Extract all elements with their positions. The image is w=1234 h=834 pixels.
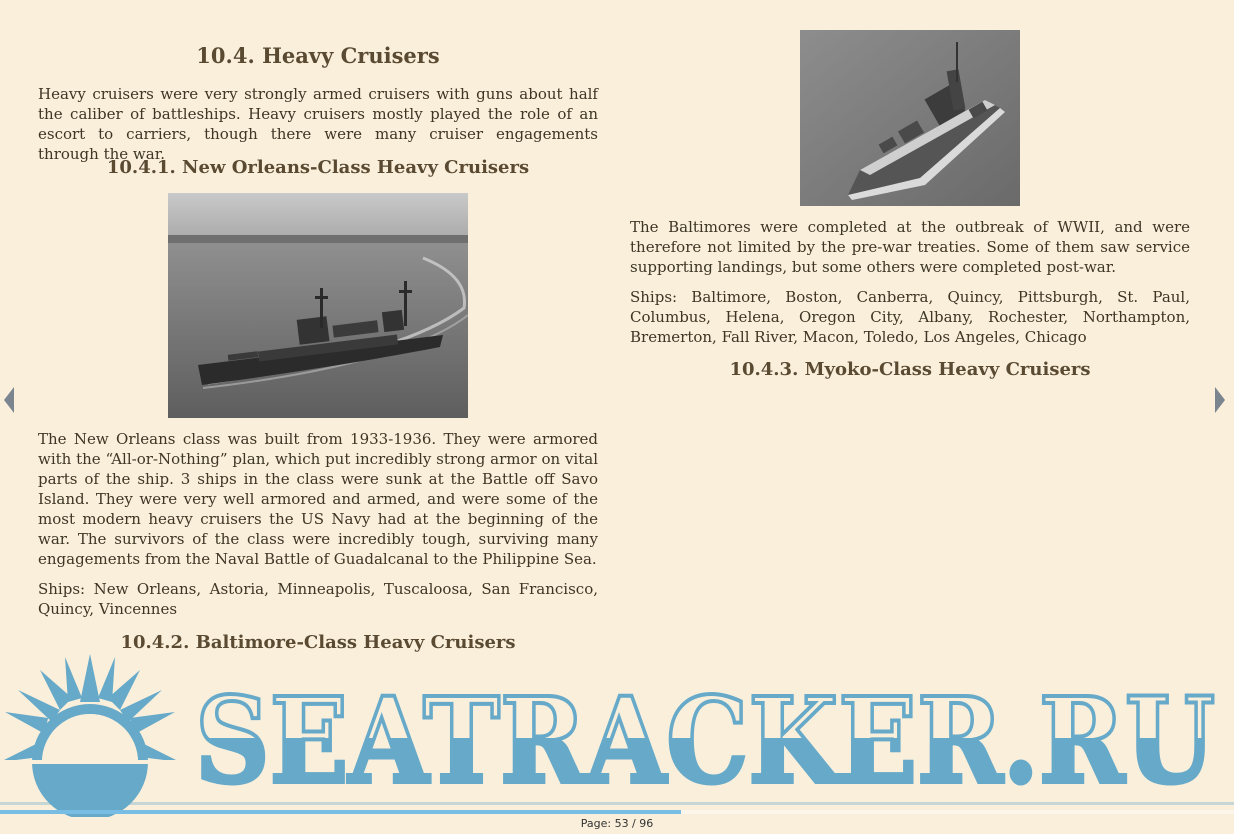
baltimore-ships-list: Ships: Baltimore, Boston, Canberra, Quincy, Pittsburgh, St. Paul, Columbus, Helena, Oregon City, Albany, Rochester, Northampton, Bremerton, Fall River, Macon, Toledo, Los Angeles, Chicago	[630, 288, 1190, 346]
heavy-cruisers-intro: Heavy cruisers were very strongly armed cruisers with guns about half the caliber of battleships. Heavy cruisers mostly played the role of an escort to carriers, though there were many cruiser engagements through the war.	[38, 85, 598, 163]
page-indicator: Page: 53 / 96	[580, 817, 654, 830]
new-orleans-ships-list: Ships: New Orleans, Astoria, Minneapolis, Tuscaloosa, San Francisco, Quincy, Vincennes	[38, 580, 598, 618]
new-orleans-cruiser-photo	[168, 193, 468, 418]
sun-logo-icon	[0, 654, 190, 817]
watermark-text: SEATRACKER.RU	[195, 671, 1215, 810]
page-progress-bar	[0, 810, 1234, 814]
subsection-heading-myoko: 10.4.3. Myoko-Class Heavy Cruisers	[729, 359, 1091, 380]
prev-page-chevron-left-icon[interactable]	[4, 387, 14, 413]
baltimore-description: The Baltimores were completed at the outbreak of WWII, and were therefore not limited by the pre-war treaties. Some of them saw service supporting landings, but some others were completed post-war.	[630, 218, 1190, 276]
seatracker-watermark	[0, 652, 1234, 817]
subsection-heading-new-orleans: 10.4.1. New Orleans-Class Heavy Cruisers	[106, 157, 530, 178]
new-orleans-description: The New Orleans class was built from 1933-1936. They were armored with the “All-or-Nothing” plan, which put incredibly strong armor on vital parts of the ship. 3 ships in the class were sunk at the Battle off Savo Island. They were very well armored and armed, and were some of the most modern heavy cruisers the US Navy had at the beginning of the war. The survivors of the class were incredibly tough, surviving many engagements from the Naval Battle of Guadalcanal to the Philippine Sea.	[38, 430, 598, 568]
section-heading-heavy-cruisers: 10.4. Heavy Cruisers	[196, 43, 440, 68]
subsection-heading-baltimore: 10.4.2. Baltimore-Class Heavy Cruisers	[120, 632, 516, 653]
page-progress-fill	[0, 810, 681, 814]
next-page-chevron-right-icon[interactable]	[1215, 387, 1225, 413]
baltimore-cruiser-photo	[800, 30, 1020, 206]
